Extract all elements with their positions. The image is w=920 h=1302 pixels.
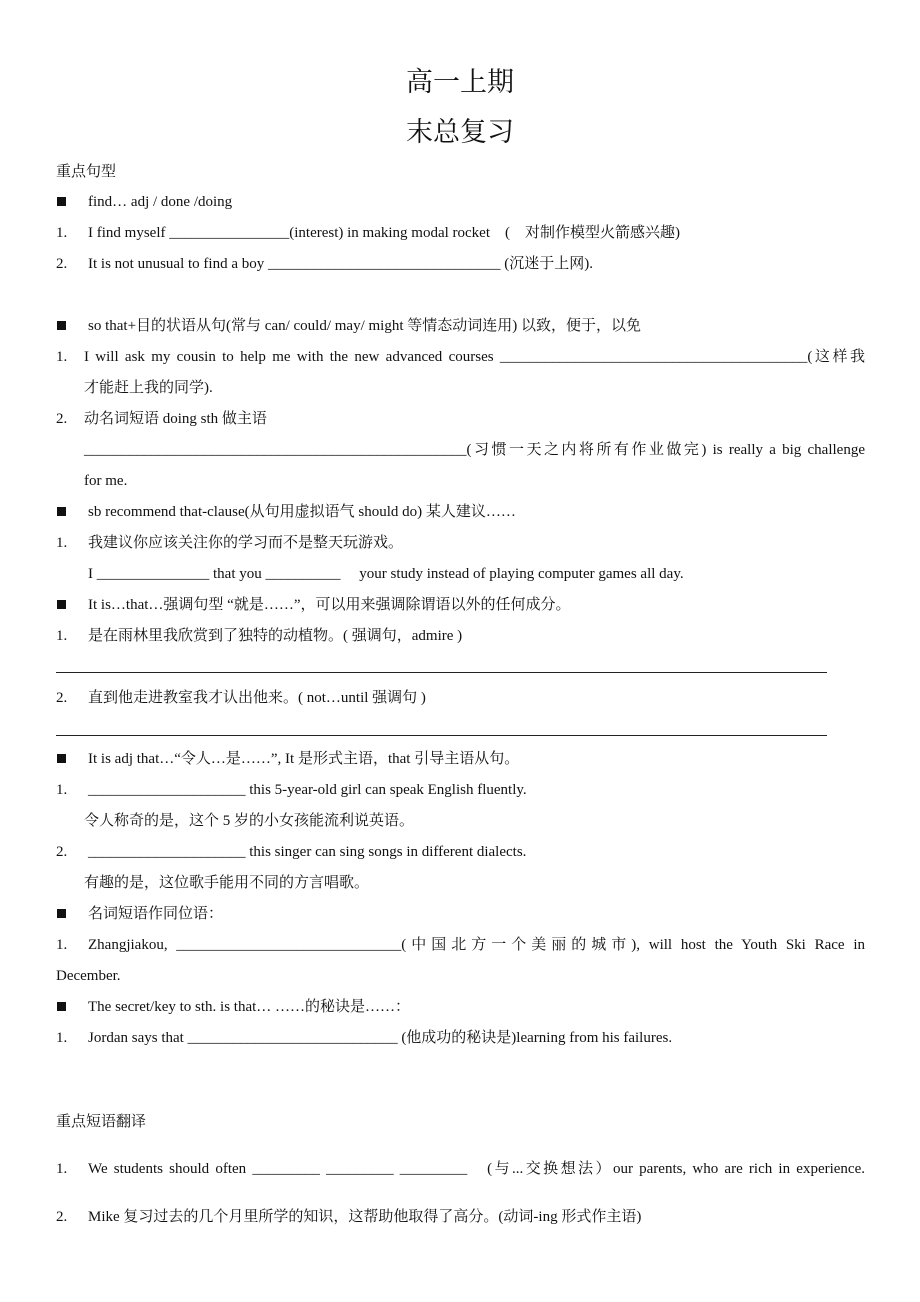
exercise-item-continued: 才能赶上我的同学). — [84, 380, 213, 396]
item-number: 2. — [56, 844, 68, 860]
exercise-item-line: We students should often _________ _________ _________ (与...交换想法）our parents, who are rich in experience. — [88, 1161, 865, 1177]
exercise-item: _____________________ this singer can sing songs in different dialects. — [88, 844, 527, 860]
bullet-square-icon — [57, 909, 66, 918]
bullet-square-icon — [57, 321, 66, 330]
answer-line — [56, 735, 827, 736]
bullet-pattern-find: find… adj / done /doing — [88, 194, 233, 210]
item-number: 1. — [56, 782, 68, 798]
title-line-1: 高一上期 — [406, 67, 514, 98]
item-number: 2. — [56, 690, 68, 706]
exercise-item: I find myself ________________(interest) in making modal rocket ( 对制作模型火箭感兴趣) — [88, 225, 680, 241]
item-number: 1. — [56, 628, 68, 644]
item-number: 1. — [56, 349, 68, 365]
item-number: 1. — [56, 937, 68, 953]
item-number: 1. — [56, 1030, 68, 1046]
answer-line — [56, 672, 827, 673]
exercise-item: Mike 复习过去的几个月里所学的知识，这帮助他取得了高分。(动词-ing 形式作主语) — [88, 1209, 642, 1225]
bullet-pattern-emphasis: It is…that…强调句型 “就是……”，可以用来强调除谓语以外的任何成分。 — [88, 597, 571, 613]
exercise-item: _____________________ this 5-year-old girl can speak English fluently. — [88, 782, 527, 798]
exercise-item-blank-line — [84, 440, 865, 460]
bullet-square-icon — [57, 1002, 66, 1011]
bullet-pattern-secret: The secret/key to sth. is that… ……的秘诀是……： — [88, 999, 411, 1015]
bullet-pattern-so-that: so that+目的状语从句(常与 can/ could/ may/ might 等情态动词连用) 以致，便于，以免 — [88, 318, 642, 334]
exercise-item-continued: for me. — [84, 473, 128, 489]
exercise-item-line: ___________________________________________________(习惯一天之内将所有作业做完) is really a big challenge — [84, 442, 865, 458]
item-number: 1. — [56, 535, 68, 551]
exercise-item-line: Zhangjiakou, ______________________________(中国北方一个美丽的城市), will host the Youth Ski Race in — [88, 937, 865, 953]
exercise-item-continued: December. — [56, 968, 121, 984]
item-number: 2. — [56, 256, 68, 272]
bullet-square-icon — [57, 600, 66, 609]
bullet-pattern-it-is-adj: It is adj that…“令人…是……”, It 是形式主语，that 引导主语从句。 — [88, 751, 520, 767]
exercise-item-english: I _______________ that you __________ your study instead of playing computer games all day. — [88, 566, 684, 582]
item-number: 1. — [56, 1161, 68, 1177]
exercise-item: 直到他走进教室我才认出他来。( not…until 强调句 ) — [88, 690, 426, 706]
section-heading-key-phrases: 重点短语翻译 — [56, 1112, 147, 1130]
item-number: 2. — [56, 1209, 68, 1225]
exercise-item: 动名词短语 doing sth 做主语 — [84, 411, 267, 427]
exercise-item-chinese: 有趣的是，这位歌手能用不同的方言唱歌。 — [84, 875, 370, 891]
item-number: 2. — [56, 411, 68, 427]
exercise-item: It is not unusual to find a boy _______________________________ (沉迷于上网). — [88, 256, 593, 272]
bullet-pattern-recommend: sb recommend that-clause(从句用虚拟语气 should do) 某人建议…… — [88, 504, 516, 520]
exercise-item — [84, 347, 865, 367]
bullet-square-icon — [57, 754, 66, 763]
exercise-item: Jordan says that ____________________________ (他成功的秘诀是)learning from his failures. — [88, 1030, 673, 1046]
exercise-item: 我建议你应该关注你的学习而不是整天玩游戏。 — [88, 535, 404, 551]
bullet-square-icon — [57, 197, 66, 206]
exercise-item-chinese: 令人称奇的是，这个 5 岁的小女孩能流利说英语。 — [84, 813, 415, 829]
bullet-pattern-appositive: 名词短语作同位语： — [88, 906, 224, 922]
item-number: 1. — [56, 225, 68, 241]
exercise-item-line: I will ask my cousin to help me with the new advanced courses _________________________________________(这样我 — [84, 349, 865, 365]
section-heading-key-sentences: 重点句型 — [56, 162, 117, 180]
exercise-item: 是在雨林里我欣赏到了独特的动植物。( 强调句，admire ) — [88, 628, 463, 644]
exercise-item — [88, 1159, 865, 1179]
title-line-2: 末总复习 — [406, 117, 514, 148]
bullet-square-icon — [57, 507, 66, 516]
exercise-item — [88, 935, 865, 955]
